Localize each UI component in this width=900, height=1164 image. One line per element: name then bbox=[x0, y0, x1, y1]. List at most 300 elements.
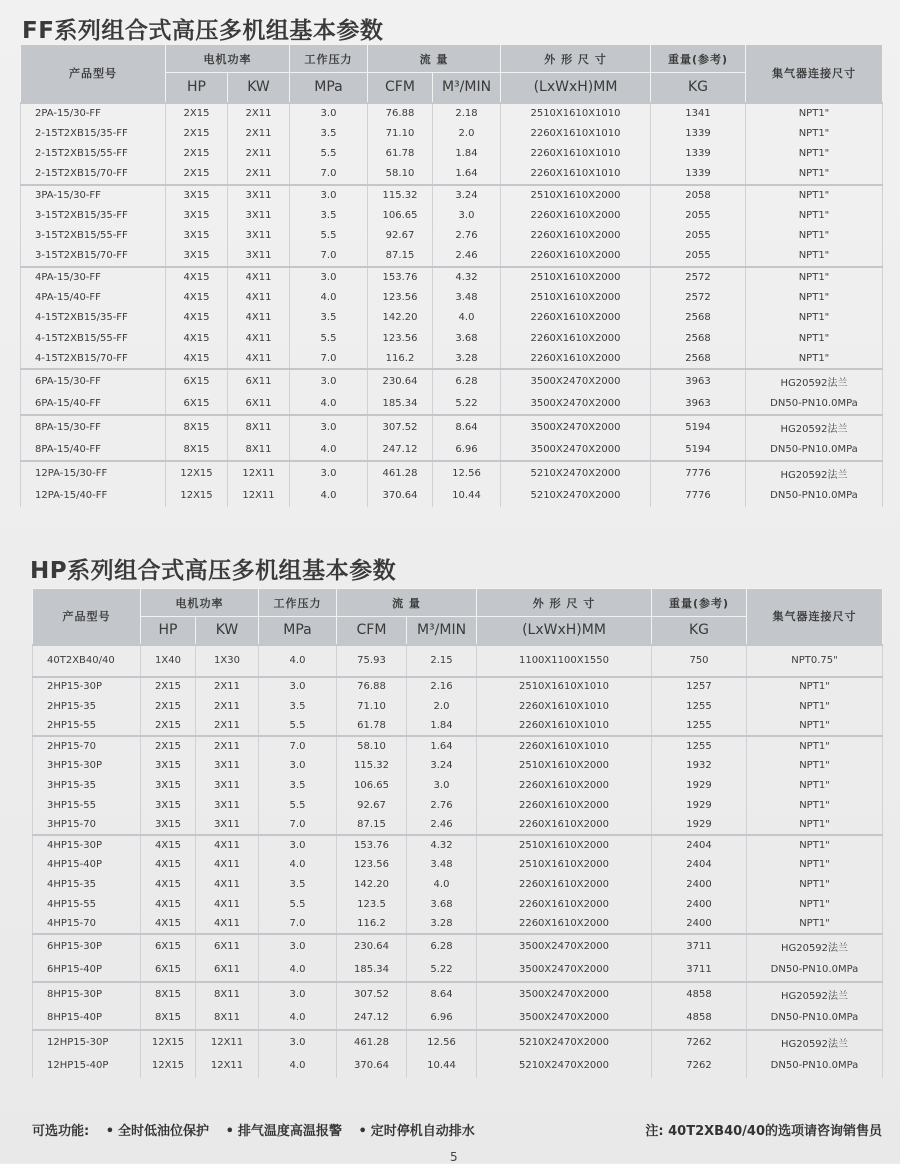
flow-m3-cell: 2.46 bbox=[433, 246, 501, 267]
cfm-cell: 61.78 bbox=[337, 716, 407, 736]
table-row bbox=[33, 855, 883, 875]
weight-cell: 1339 bbox=[651, 144, 746, 165]
model-cell: 4HP15-70 bbox=[33, 914, 141, 934]
connection-cell: NPT1" bbox=[747, 756, 883, 776]
cfm-cell: 106.65 bbox=[368, 205, 433, 226]
hp-cell: 2X15 bbox=[166, 123, 228, 144]
table-row bbox=[33, 835, 883, 855]
connection-cell: NPT1" bbox=[746, 226, 883, 247]
header-hp: HP bbox=[166, 73, 228, 103]
table-row bbox=[33, 677, 883, 697]
pressure-cell: 4.0 bbox=[259, 1054, 337, 1078]
header-model: 产品型号 bbox=[21, 45, 166, 103]
model-cell: 12HP15-30P bbox=[33, 1030, 141, 1054]
cfm-cell: 230.64 bbox=[368, 369, 433, 392]
flow-m3-cell: 5.22 bbox=[407, 958, 477, 982]
connection-cell: NPT1" bbox=[747, 736, 883, 756]
flow-m3-cell: 3.48 bbox=[433, 287, 501, 308]
kw-cell: 8X11 bbox=[196, 1006, 259, 1030]
header-pressure: 工作压力 bbox=[259, 589, 337, 617]
connection-cell: NPT1" bbox=[746, 267, 883, 288]
hp-cell: 4X15 bbox=[141, 914, 196, 934]
kw-cell: 3X11 bbox=[228, 185, 290, 206]
dimensions-cell: 2510X1610X2000 bbox=[477, 756, 652, 776]
hp-cell: 12X15 bbox=[166, 461, 228, 484]
model-cell: 6PA-15/40-FF bbox=[21, 392, 166, 415]
connection-cell: NPT1" bbox=[746, 205, 883, 226]
cfm-cell: 185.34 bbox=[337, 958, 407, 982]
connection-cell: DN50-PN10.0MPa bbox=[747, 1006, 883, 1030]
table-row bbox=[21, 392, 883, 415]
header-motor-power: 电机功率 bbox=[141, 589, 259, 617]
kw-cell: 3X11 bbox=[196, 756, 259, 776]
weight-cell: 3711 bbox=[652, 934, 747, 958]
hp-cell: 4X15 bbox=[166, 328, 228, 349]
kw-cell: 12X11 bbox=[196, 1054, 259, 1078]
dimensions-cell: 3500X2470X2000 bbox=[477, 1006, 652, 1030]
connection-cell: HG20592法兰 bbox=[747, 982, 883, 1006]
dimensions-cell: 2260X1610X2000 bbox=[477, 914, 652, 934]
bullet-icon: • bbox=[225, 1124, 234, 1139]
hp-cell: 3X15 bbox=[141, 775, 196, 795]
kw-cell: 8X11 bbox=[228, 415, 290, 438]
table-row bbox=[21, 123, 883, 144]
header-m3min: M³/MIN bbox=[407, 617, 477, 645]
table-row bbox=[21, 461, 883, 484]
table-row bbox=[21, 484, 883, 507]
table-row bbox=[33, 775, 883, 795]
dimensions-cell: 3500X2470X2000 bbox=[501, 415, 651, 438]
dimensions-cell: 2260X1610X2000 bbox=[501, 349, 651, 370]
model-cell: 6HP15-40P bbox=[33, 958, 141, 982]
weight-cell: 2055 bbox=[651, 246, 746, 267]
option-auto-drain: 定时停机自动排水 bbox=[370, 1124, 475, 1139]
model-cell: 8PA-15/30-FF bbox=[21, 415, 166, 438]
pressure-cell: 3.5 bbox=[259, 775, 337, 795]
cfm-cell: 370.64 bbox=[368, 484, 433, 507]
flow-m3-cell: 4.0 bbox=[407, 874, 477, 894]
hp-cell: 2X15 bbox=[166, 103, 228, 124]
kw-cell: 3X11 bbox=[196, 815, 259, 835]
table-row bbox=[21, 438, 883, 461]
bullet-icon: • bbox=[105, 1124, 115, 1139]
model-cell: 3-15T2XB15/35-FF bbox=[21, 205, 166, 226]
kw-cell: 2X11 bbox=[196, 677, 259, 697]
kw-cell: 2X11 bbox=[196, 696, 259, 716]
model-cell: 12HP15-40P bbox=[33, 1054, 141, 1078]
model-cell: 8HP15-40P bbox=[33, 1006, 141, 1030]
weight-cell: 2055 bbox=[651, 226, 746, 247]
cfm-cell: 461.28 bbox=[337, 1030, 407, 1054]
hp-spec-table bbox=[32, 588, 883, 1078]
dimensions-cell: 2260X1610X2000 bbox=[501, 328, 651, 349]
dimensions-cell: 2260X1610X1010 bbox=[477, 716, 652, 736]
flow-m3-cell: 3.28 bbox=[407, 914, 477, 934]
table-row bbox=[33, 815, 883, 835]
cfm-cell: 71.10 bbox=[337, 696, 407, 716]
weight-cell: 3711 bbox=[652, 958, 747, 982]
pressure-cell: 3.0 bbox=[259, 1030, 337, 1054]
model-cell: 4-15T2XB15/70-FF bbox=[21, 349, 166, 370]
hp-cell: 12X15 bbox=[141, 1054, 196, 1078]
header-flow: 流 量 bbox=[368, 45, 501, 73]
pressure-cell: 7.0 bbox=[259, 736, 337, 756]
weight-cell: 2568 bbox=[651, 328, 746, 349]
connection-cell: NPT1" bbox=[746, 103, 883, 124]
connection-cell: HG20592法兰 bbox=[747, 1030, 883, 1054]
header-connection: 集气器连接尺寸 bbox=[746, 45, 883, 103]
dimensions-cell: 2260X1610X2000 bbox=[477, 795, 652, 815]
table-row bbox=[33, 1054, 883, 1078]
header-cfm: CFM bbox=[368, 73, 433, 103]
model-cell: 2HP15-70 bbox=[33, 736, 141, 756]
table-row bbox=[33, 645, 883, 677]
dimensions-cell: 2260X1610X1010 bbox=[477, 696, 652, 716]
cfm-cell: 92.67 bbox=[368, 226, 433, 247]
hp-cell: 3X15 bbox=[166, 226, 228, 247]
weight-cell: 3963 bbox=[651, 369, 746, 392]
model-cell: 8PA-15/40-FF bbox=[21, 438, 166, 461]
hp-cell: 12X15 bbox=[166, 484, 228, 507]
weight-cell: 1339 bbox=[651, 123, 746, 144]
hp-cell: 3X15 bbox=[166, 246, 228, 267]
flow-m3-cell: 2.0 bbox=[433, 123, 501, 144]
pressure-cell: 3.5 bbox=[259, 696, 337, 716]
ff-series-title: FF系列组合式高压多机组基本参数 bbox=[22, 18, 384, 44]
cfm-cell: 153.76 bbox=[337, 835, 407, 855]
dimensions-cell: 5210X2470X2000 bbox=[501, 461, 651, 484]
connection-cell: DN50-PN10.0MPa bbox=[747, 1054, 883, 1078]
kw-cell: 12X11 bbox=[228, 461, 290, 484]
pressure-cell: 4.0 bbox=[259, 855, 337, 875]
dimensions-cell: 2510X1610X2000 bbox=[501, 185, 651, 206]
pressure-cell: 3.0 bbox=[290, 267, 368, 288]
table-row bbox=[21, 164, 883, 185]
pressure-cell: 5.5 bbox=[259, 795, 337, 815]
model-cell: 2PA-15/30-FF bbox=[21, 103, 166, 124]
pressure-cell: 3.5 bbox=[290, 308, 368, 329]
flow-m3-cell: 4.0 bbox=[433, 308, 501, 329]
dimensions-cell: 3500X2470X2000 bbox=[501, 438, 651, 461]
cfm-cell: 461.28 bbox=[368, 461, 433, 484]
pressure-cell: 3.0 bbox=[259, 934, 337, 958]
pressure-cell: 3.0 bbox=[290, 461, 368, 484]
flow-m3-cell: 2.15 bbox=[407, 645, 477, 677]
flow-m3-cell: 2.0 bbox=[407, 696, 477, 716]
hp-cell: 8X15 bbox=[166, 415, 228, 438]
connection-cell: NPT1" bbox=[747, 696, 883, 716]
dimensions-cell: 2260X1610X2000 bbox=[501, 205, 651, 226]
kw-cell: 4X11 bbox=[196, 874, 259, 894]
model-cell: 3HP15-35 bbox=[33, 775, 141, 795]
pressure-cell: 3.0 bbox=[259, 835, 337, 855]
kw-cell: 4X11 bbox=[228, 349, 290, 370]
header-weight: 重量(参考) bbox=[652, 589, 747, 617]
table-row bbox=[21, 267, 883, 288]
table-row bbox=[21, 226, 883, 247]
pressure-cell: 5.5 bbox=[290, 226, 368, 247]
model-cell: 2HP15-30P bbox=[33, 677, 141, 697]
weight-cell: 4858 bbox=[652, 982, 747, 1006]
flow-m3-cell: 2.18 bbox=[433, 103, 501, 124]
kw-cell: 2X11 bbox=[228, 144, 290, 165]
hp-cell: 2X15 bbox=[141, 736, 196, 756]
table-row bbox=[21, 328, 883, 349]
hp-cell: 3X15 bbox=[141, 795, 196, 815]
kw-cell: 2X11 bbox=[228, 103, 290, 124]
weight-cell: 1929 bbox=[652, 795, 747, 815]
hp-cell: 2X15 bbox=[166, 164, 228, 185]
hp-cell: 4X15 bbox=[166, 308, 228, 329]
flow-m3-cell: 3.68 bbox=[407, 894, 477, 914]
kw-cell: 3X11 bbox=[228, 205, 290, 226]
dimensions-cell: 2260X1610X2000 bbox=[477, 815, 652, 835]
hp-cell: 3X15 bbox=[141, 756, 196, 776]
header-kw: KW bbox=[196, 617, 259, 645]
hp-cell: 4X15 bbox=[166, 267, 228, 288]
hp-cell: 4X15 bbox=[166, 287, 228, 308]
header-flow: 流 量 bbox=[337, 589, 477, 617]
connection-cell: NPT1" bbox=[747, 677, 883, 697]
flow-m3-cell: 8.64 bbox=[407, 982, 477, 1006]
cfm-cell: 58.10 bbox=[337, 736, 407, 756]
option-high-temp-alarm: 排气温度高温报警 bbox=[237, 1124, 342, 1139]
weight-cell: 2404 bbox=[652, 855, 747, 875]
dimensions-cell: 3500X2470X2000 bbox=[477, 958, 652, 982]
dimensions-cell: 1100X1100X1550 bbox=[477, 645, 652, 677]
dimensions-cell: 2260X1610X1010 bbox=[501, 144, 651, 165]
model-cell: 12PA-15/30-FF bbox=[21, 461, 166, 484]
cfm-cell: 116.2 bbox=[368, 349, 433, 370]
kw-cell: 4X11 bbox=[196, 894, 259, 914]
kw-cell: 2X11 bbox=[196, 716, 259, 736]
table-row bbox=[33, 958, 883, 982]
header-pressure: 工作压力 bbox=[290, 45, 368, 73]
table-row bbox=[33, 736, 883, 756]
header-m3min: M³/MIN bbox=[433, 73, 501, 103]
pressure-cell: 3.0 bbox=[290, 185, 368, 206]
header-connection: 集气器连接尺寸 bbox=[747, 589, 883, 645]
weight-cell: 4858 bbox=[652, 1006, 747, 1030]
hp-series-title: HP系列组合式高压多机组基本参数 bbox=[30, 558, 397, 584]
pressure-cell: 7.0 bbox=[259, 815, 337, 835]
table-row bbox=[33, 1006, 883, 1030]
weight-cell: 2058 bbox=[651, 185, 746, 206]
model-cell: 40T2XB40/40 bbox=[33, 645, 141, 677]
cfm-cell: 370.64 bbox=[337, 1054, 407, 1078]
table-row bbox=[33, 894, 883, 914]
flow-m3-cell: 10.44 bbox=[407, 1054, 477, 1078]
table-row bbox=[21, 369, 883, 392]
pressure-cell: 5.5 bbox=[259, 716, 337, 736]
hp-cell: 2X15 bbox=[141, 696, 196, 716]
dimensions-cell: 3500X2470X2000 bbox=[477, 934, 652, 958]
weight-cell: 1929 bbox=[652, 775, 747, 795]
table-row bbox=[21, 415, 883, 438]
pressure-cell: 7.0 bbox=[290, 246, 368, 267]
connection-cell: NPT1" bbox=[747, 855, 883, 875]
table-row bbox=[33, 756, 883, 776]
connection-cell: NPT1" bbox=[746, 349, 883, 370]
connection-cell: NPT0.75" bbox=[747, 645, 883, 677]
model-cell: 3HP15-30P bbox=[33, 756, 141, 776]
table-row bbox=[33, 982, 883, 1006]
dimensions-cell: 2260X1610X2000 bbox=[501, 308, 651, 329]
weight-cell: 1255 bbox=[652, 696, 747, 716]
flow-m3-cell: 6.96 bbox=[407, 1006, 477, 1030]
pressure-cell: 3.5 bbox=[290, 123, 368, 144]
kw-cell: 12X11 bbox=[196, 1030, 259, 1054]
pressure-cell: 5.5 bbox=[290, 144, 368, 165]
pressure-cell: 3.0 bbox=[259, 756, 337, 776]
connection-cell: NPT1" bbox=[747, 914, 883, 934]
options-label: 可选功能: bbox=[32, 1124, 90, 1139]
weight-cell: 1341 bbox=[651, 103, 746, 124]
connection-cell: NPT1" bbox=[746, 123, 883, 144]
connection-cell: NPT1" bbox=[747, 815, 883, 835]
model-cell: 4HP15-55 bbox=[33, 894, 141, 914]
pressure-cell: 5.5 bbox=[259, 894, 337, 914]
model-cell: 3HP15-55 bbox=[33, 795, 141, 815]
dimensions-cell: 2260X1610X2000 bbox=[477, 874, 652, 894]
connection-cell: NPT1" bbox=[746, 246, 883, 267]
connection-cell: NPT1" bbox=[746, 164, 883, 185]
hp-cell: 4X15 bbox=[141, 894, 196, 914]
table-row bbox=[21, 349, 883, 370]
kw-cell: 4X11 bbox=[228, 287, 290, 308]
kw-cell: 1X30 bbox=[196, 645, 259, 677]
flow-m3-cell: 1.64 bbox=[407, 736, 477, 756]
hp-cell: 3X15 bbox=[166, 185, 228, 206]
flow-m3-cell: 2.16 bbox=[407, 677, 477, 697]
cfm-cell: 123.56 bbox=[368, 287, 433, 308]
dimensions-cell: 3500X2470X2000 bbox=[501, 392, 651, 415]
flow-m3-cell: 3.0 bbox=[407, 775, 477, 795]
hp-cell: 1X40 bbox=[141, 645, 196, 677]
flow-m3-cell: 12.56 bbox=[407, 1030, 477, 1054]
model-cell: 3PA-15/30-FF bbox=[21, 185, 166, 206]
dimensions-cell: 2510X1610X2000 bbox=[477, 835, 652, 855]
weight-cell: 2568 bbox=[651, 349, 746, 370]
flow-m3-cell: 3.28 bbox=[433, 349, 501, 370]
table-row bbox=[33, 1030, 883, 1054]
cfm-cell: 142.20 bbox=[337, 874, 407, 894]
header-hp: HP bbox=[141, 617, 196, 645]
pressure-cell: 7.0 bbox=[290, 349, 368, 370]
header-kg: KG bbox=[652, 617, 747, 645]
weight-cell: 1339 bbox=[651, 164, 746, 185]
pressure-cell: 4.0 bbox=[290, 287, 368, 308]
header-cfm: CFM bbox=[337, 617, 407, 645]
weight-cell: 750 bbox=[652, 645, 747, 677]
flow-m3-cell: 1.64 bbox=[433, 164, 501, 185]
model-cell: 6PA-15/30-FF bbox=[21, 369, 166, 392]
pressure-cell: 5.5 bbox=[290, 328, 368, 349]
dimensions-cell: 2260X1610X2000 bbox=[477, 894, 652, 914]
weight-cell: 7776 bbox=[651, 484, 746, 507]
weight-cell: 7262 bbox=[652, 1054, 747, 1078]
pressure-cell: 4.0 bbox=[290, 392, 368, 415]
flow-m3-cell: 2.46 bbox=[407, 815, 477, 835]
model-cell: 2-15T2XB15/35-FF bbox=[21, 123, 166, 144]
kw-cell: 6X11 bbox=[228, 392, 290, 415]
model-cell: 3-15T2XB15/70-FF bbox=[21, 246, 166, 267]
flow-m3-cell: 3.48 bbox=[407, 855, 477, 875]
cfm-cell: 92.67 bbox=[337, 795, 407, 815]
flow-m3-cell: 1.84 bbox=[433, 144, 501, 165]
weight-cell: 2400 bbox=[652, 874, 747, 894]
flow-m3-cell: 5.22 bbox=[433, 392, 501, 415]
weight-cell: 2055 bbox=[651, 205, 746, 226]
model-cell: 3HP15-70 bbox=[33, 815, 141, 835]
ff-spec-table bbox=[20, 44, 883, 507]
flow-m3-cell: 4.32 bbox=[407, 835, 477, 855]
cfm-cell: 87.15 bbox=[337, 815, 407, 835]
flow-m3-cell: 8.64 bbox=[433, 415, 501, 438]
flow-m3-cell: 2.76 bbox=[407, 795, 477, 815]
kw-cell: 12X11 bbox=[228, 484, 290, 507]
cfm-cell: 247.12 bbox=[337, 1006, 407, 1030]
pressure-cell: 3.0 bbox=[259, 982, 337, 1006]
flow-m3-cell: 4.32 bbox=[433, 267, 501, 288]
cfm-cell: 185.34 bbox=[368, 392, 433, 415]
kw-cell: 3X11 bbox=[228, 226, 290, 247]
pressure-cell: 3.0 bbox=[259, 677, 337, 697]
kw-cell: 8X11 bbox=[228, 438, 290, 461]
ff-table-body bbox=[21, 103, 883, 508]
hp-cell: 6X15 bbox=[141, 934, 196, 958]
connection-cell: NPT1" bbox=[747, 716, 883, 736]
weight-cell: 2404 bbox=[652, 835, 747, 855]
cfm-cell: 61.78 bbox=[368, 144, 433, 165]
kw-cell: 4X11 bbox=[228, 267, 290, 288]
dimensions-cell: 3500X2470X2000 bbox=[501, 369, 651, 392]
flow-m3-cell: 3.24 bbox=[433, 185, 501, 206]
connection-cell: DN50-PN10.0MPa bbox=[746, 484, 883, 507]
header-mpa: MPa bbox=[290, 73, 368, 103]
dimensions-cell: 5210X2470X2000 bbox=[477, 1030, 652, 1054]
weight-cell: 1255 bbox=[652, 716, 747, 736]
table-row bbox=[33, 874, 883, 894]
model-cell: 4HP15-35 bbox=[33, 874, 141, 894]
hp-cell: 6X15 bbox=[166, 369, 228, 392]
flow-m3-cell: 2.76 bbox=[433, 226, 501, 247]
cfm-cell: 87.15 bbox=[368, 246, 433, 267]
hp-cell: 4X15 bbox=[141, 855, 196, 875]
cfm-cell: 71.10 bbox=[368, 123, 433, 144]
cfm-cell: 142.20 bbox=[368, 308, 433, 329]
dimensions-cell: 5210X2470X2000 bbox=[501, 484, 651, 507]
connection-cell: NPT1" bbox=[746, 287, 883, 308]
pressure-cell: 3.5 bbox=[290, 205, 368, 226]
weight-cell: 5194 bbox=[651, 438, 746, 461]
flow-m3-cell: 12.56 bbox=[433, 461, 501, 484]
hp-cell: 8X15 bbox=[141, 1006, 196, 1030]
kw-cell: 3X11 bbox=[228, 246, 290, 267]
kw-cell: 6X11 bbox=[196, 958, 259, 982]
cfm-cell: 58.10 bbox=[368, 164, 433, 185]
hp-cell: 4X15 bbox=[141, 874, 196, 894]
pressure-cell: 3.5 bbox=[259, 874, 337, 894]
table-row bbox=[21, 246, 883, 267]
table-row bbox=[21, 205, 883, 226]
pressure-cell: 4.0 bbox=[290, 438, 368, 461]
cfm-cell: 76.88 bbox=[368, 103, 433, 124]
hp-cell: 4X15 bbox=[166, 349, 228, 370]
dimensions-cell: 2260X1610X2000 bbox=[501, 246, 651, 267]
kw-cell: 3X11 bbox=[196, 775, 259, 795]
cfm-cell: 106.65 bbox=[337, 775, 407, 795]
